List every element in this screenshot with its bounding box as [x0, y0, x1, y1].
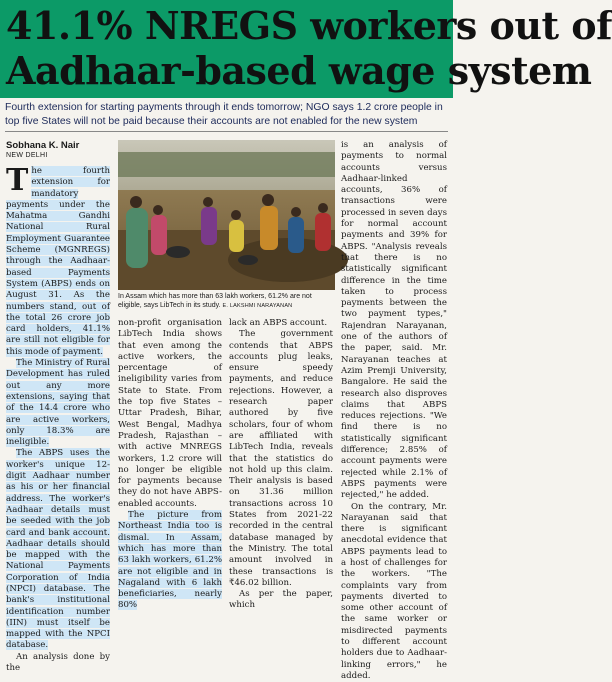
- paragraph-8: The government contends that ABPS accounts plug leaks, ensure speedy payments, and reduce rejections. However, a research paper authored by five scholars, four of whom are affiliated with LibTech India, reveals that the statistics do not hold up this claim. Their analysis is based on 31.36 million transactions across 10 States from 2021-22 recorded in the central database managed by the Ministry. The total amount involved in these transactions is ₹46.02 billion.: [229, 329, 333, 588]
- headline-line-2: Aadhaar-based wage system: [6, 49, 592, 93]
- headline-line-1: 41.1% NREGS workers out of: [6, 4, 612, 48]
- paragraph-4: An analysis done by the: [6, 652, 110, 675]
- byline: Sobhana K. Nair: [6, 140, 79, 151]
- news-photo: [118, 140, 335, 290]
- photo-workers-image: [118, 140, 335, 290]
- divider: [5, 131, 448, 132]
- paragraph-2: The Ministry of Rural Development has ruled out any more extensions, saying that of the 14.4 crore who are active workers, only 18.3% are ineligible.: [6, 358, 110, 447]
- strapline: Fourth extension for starting payments through it ends tomorrow; NGO says 1.2 crore people in top five States will not be paid because their accounts are not enabled for the new system: [5, 101, 448, 129]
- caption-text: In Assam which has more than 63 lakh workers, 61.2% are not eligible, says LibTech in its study.: [118, 293, 312, 309]
- paragraph-3: The ABPS uses the worker's unique 12-digit Aadhaar number as his or her financial address. The worker's Aadhaar details must be seeded with the job card and bank account. Aadhaar details should be mapped with the National Payments Corporation of India (NPCI) database. The bank's institutional identification number (IIN) must itself be mapped with the NPCI database.: [6, 448, 110, 650]
- paragraph-10: is an analysis of payments to normal accounts versus Aadhaar-linked accounts, 36% of transactions were processed in seven days for normal account payments and 39% for ABPS. "Analysis reveals that there is no statistically significant difference in the time taken to process payments between the two payment types," Rajendran Narayanan, one of the authors of the paper, said. Mr. Narayanan teaches at Azim Premji University, Bangalore. He said the research also disproves claims that ABPS reduces rejections. "We find there is no statistically significant difference; 2.85% of account payments were rejected while 2.1% of ABPS payments were rejected," he added.: [341, 140, 447, 502]
- paragraph-9: As per the paper, which: [229, 589, 333, 612]
- column-1: [6, 166, 110, 674]
- column-4: [341, 140, 447, 682]
- photo-credit: E. LAKSHMI NARAYANAN: [223, 303, 293, 309]
- drop-cap: T: [6, 166, 31, 194]
- column-3: [229, 318, 333, 612]
- headline-banner: [0, 0, 453, 98]
- column-2: [118, 318, 222, 612]
- photo-caption: [118, 292, 333, 311]
- paragraph-6: The picture from Northeast India too is dismal. In Assam, which has more than 63 lakh workers, 61.2% are not eligible and in Nagaland with 6 lakh beneficiaries, nearly 80%: [118, 510, 222, 610]
- paragraph-7: lack an ABPS account.: [229, 318, 333, 329]
- paragraph-11: On the contrary, Mr. Narayanan said that there is significant anecdotal evidence that ABPS payments lead to a host of challenges for the workers. "The complaints vary from payments diverted to some other account of the same worker or misdirected payments to different account holders due to Aadhaar-linking errors," he added.: [341, 502, 447, 682]
- paragraph-1: he fourth extension for mandatory payments under the Mahatma Gandhi National Rural Employment Guarantee Scheme (MGNREGS) through the Aadhaar-based Payments System (ABPS) ends on August 31. As the numbers stand, out of the total 26 crore job card holders, 41.1% are still not eligible for this mode of payment.: [6, 166, 110, 357]
- paragraph-5: non-profit organisation LibTech India shows that even among the active workers, the percentage of ineligibility varies from State to State. From the top five States – Uttar Pradesh, Bihar, West Bengal, Madhya Pradesh, Rajasthan – with active MNREGS workers, 1.2 crore will no longer be eligible for payments because they do not have ABPS-enabled accounts.: [118, 318, 222, 509]
- dateline: NEW DELHI: [6, 152, 48, 159]
